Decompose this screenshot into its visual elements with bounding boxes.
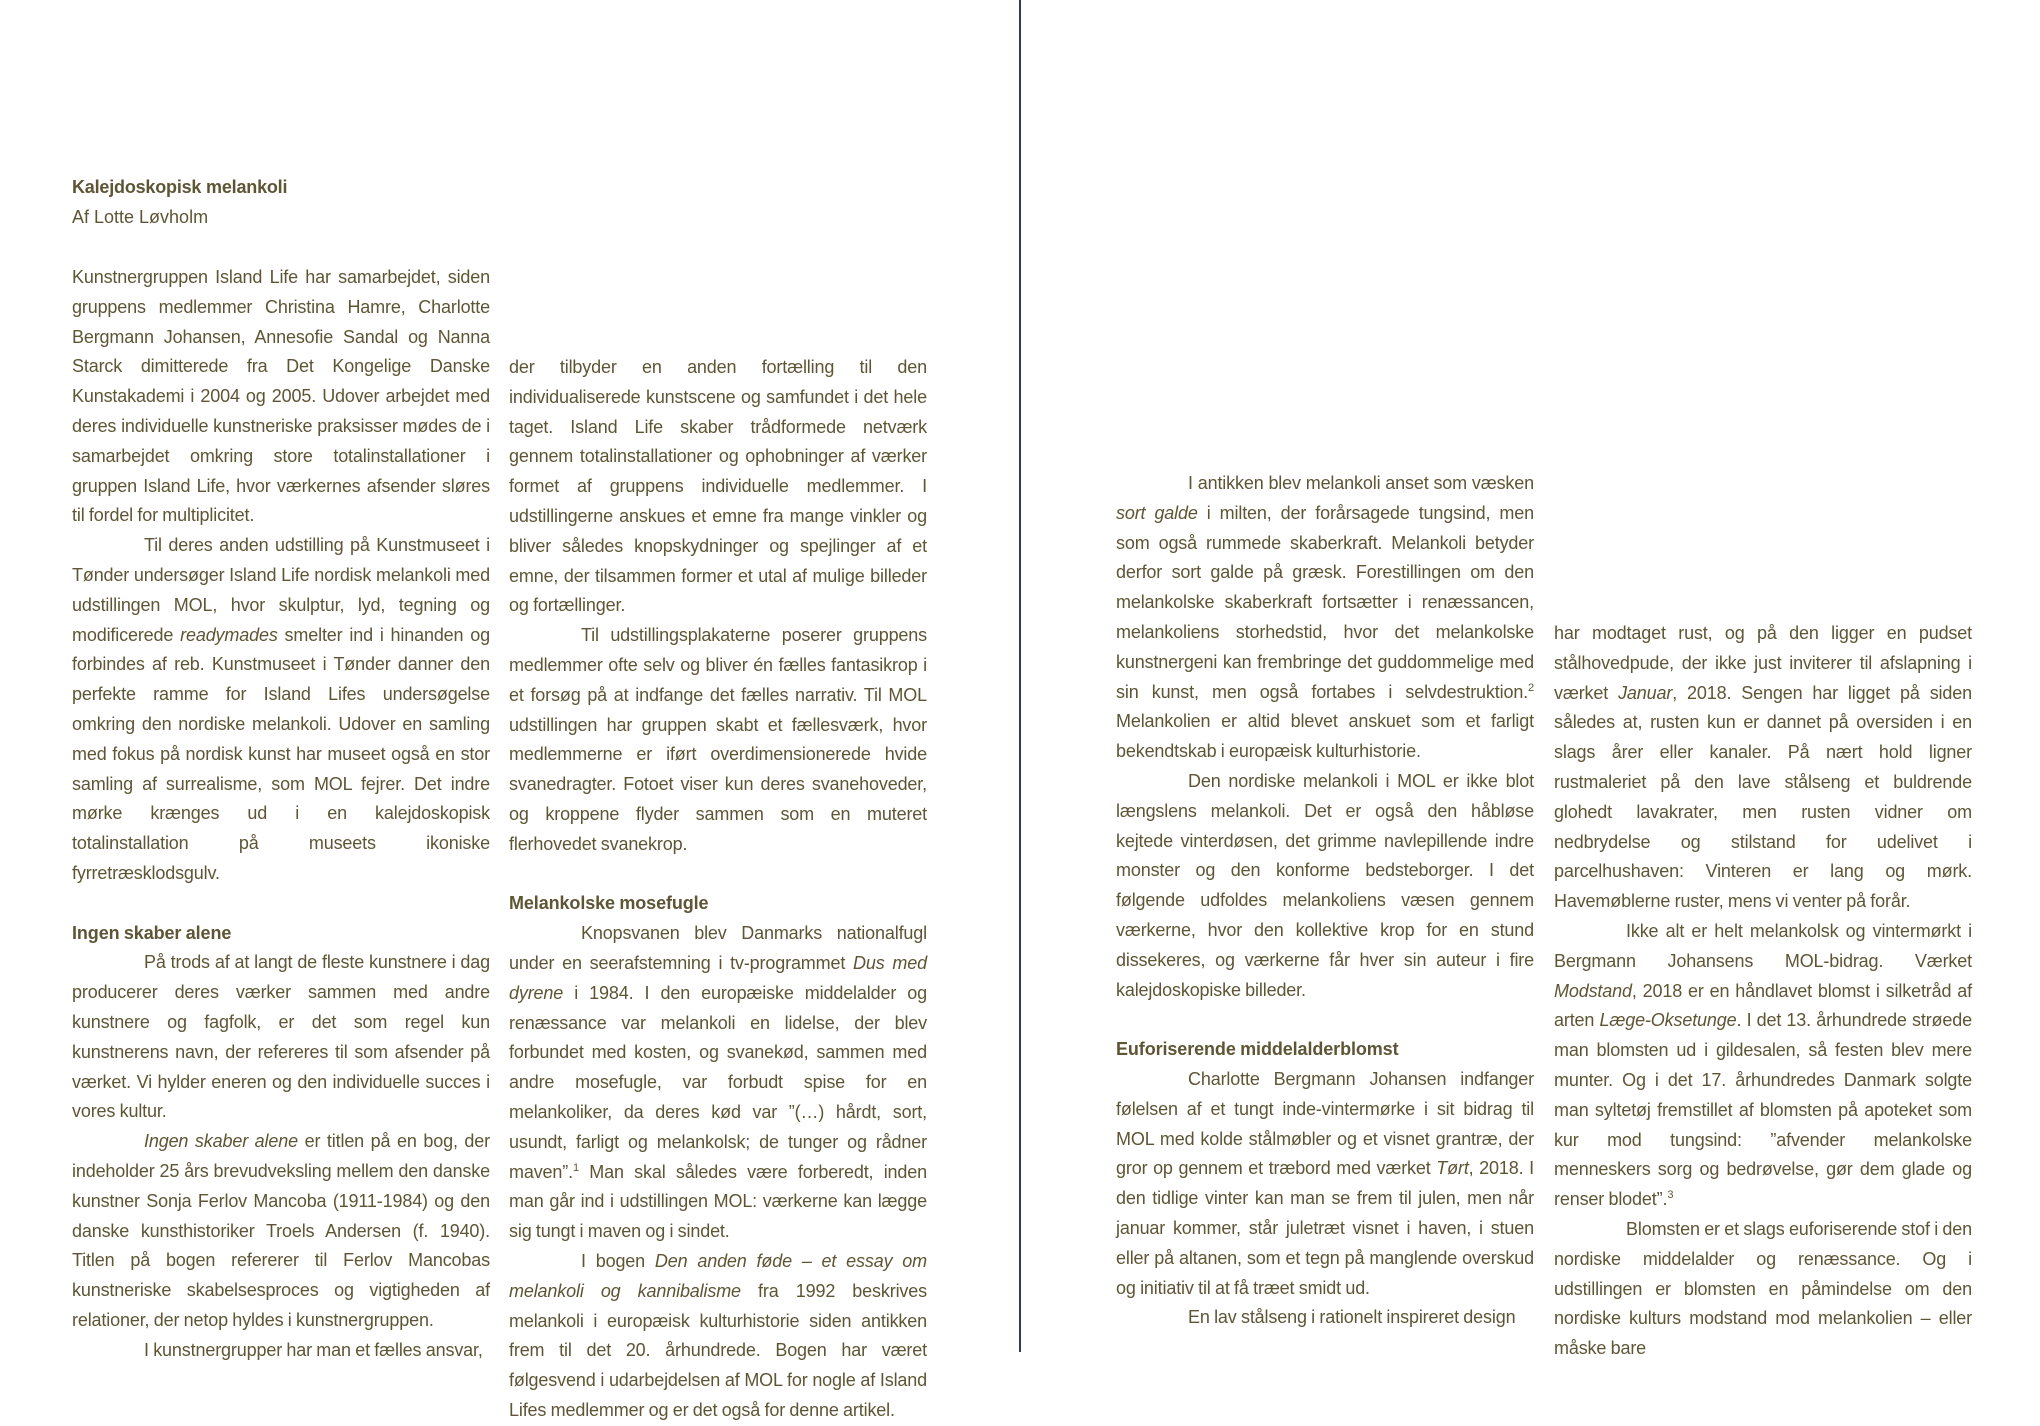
paragraph: Den nordiske melankoli i MOL er ikke blot længslens melankoli. Det er også den håbløse kejtede vinterdøsen, det grimme navlepillende indre monster og den konforme bedsteborger. I det følgende udfoldes melankoliens væsen gennem værkerne, hvor den kollektive krop for en stund dissekeres, og værkerne får hver sin auteur i fire kalejdoskopiske billeder. — [1116, 770, 1534, 1000]
text-run: i milten, der forårsagede tungsind, men som også rummede skaberkraft. Melankoli betyder derfor sort galde på græsk. Forestillingen om den melankolske skaberkraft fortsætter i renæssancen, melankoliens storhedstid, hvor det melankolske kunstnergeni kan frembringe det guddommelige med sin kunst, men også fortabes i selvdestruktion. — [1116, 502, 1534, 702]
spacer — [509, 860, 927, 890]
italic-text: Ingen skaber alene — [144, 1131, 298, 1152]
text-run: har modtaget rust, og på den ligger en pudset stålhovedpude, der ikke just inviterer til afslapning i værket — [1554, 623, 1972, 703]
paragraph — [1554, 619, 1972, 917]
text-run: I antikken blev melankoli anset som væsken — [1188, 473, 1534, 493]
paragraph — [1554, 917, 1972, 1215]
paragraph: Blomsten er et slags euforiserende stof i den nordiske middelalder og renæssance. Og i udstillingen er blomsten en påmindelse om den nordiske kulturs modstand mod melankolien – eller måske bare — [1554, 1218, 1972, 1359]
text-column-1 — [72, 263, 490, 1365]
article-byline: Af Lotte Løvholm — [72, 207, 209, 227]
paragraph: I kunstnergrupper har man et fælles ansvar, — [144, 1339, 483, 1360]
italic-text: Læge-Oksetunge — [1599, 1010, 1737, 1031]
text-column-3 — [1116, 469, 1534, 1333]
spacer — [72, 889, 490, 919]
text-run: Melankolien er altid blevet anskuet som et farligt bekendtskab i europæisk kulturhistorie. — [1116, 711, 1534, 762]
paragraph — [1116, 1065, 1534, 1303]
section-heading: Melankolske mosefugle — [509, 893, 709, 914]
italic-text: Den anden føde – et essay om melankoli og kannibalisme — [509, 1250, 927, 1301]
text-run: Ikke alt er helt melankolsk og vintermørkt i Bergmann Johansens MOL-bidrag. Værket — [1554, 920, 1972, 971]
text-run: I bogen — [581, 1250, 655, 1271]
italic-text: Dus med dyrene — [509, 952, 927, 1003]
section-heading: Euforiserende middelalderblomst — [1116, 1039, 1399, 1060]
paragraph — [72, 1127, 490, 1336]
text-run: i 1984. I den europæiske middelalder og renæssance var melankoli en lidelse, der blev forbundet med kosten, og svanekød, sammen med andre mosefugle, var forbudt spise for en melankoliker, da deres kød var ”(…) hårdt, sort, usundt, farligt og melankolsk; de tunger og rådner maven”. — [509, 982, 927, 1182]
text-run: Man skal således være forberedt, inden man går ind i udstillingen MOL: værkerne kan lægge sig tungt i maven og i sindet. — [509, 1161, 927, 1242]
text-run: fra 1992 beskrives melankoli i europæisk kulturhistorie siden antikken frem til det 20. århundrede. Bogen har været følgesvend i udarbejdelsen af MOL for nogle af Island Lifes medlemmer og er det også for denne artikel. — [509, 1280, 927, 1420]
text-run: , 2018. I den tidlige vinter kan man se frem til julen, men når januar kommer, står juletræt visnet i haven, i stuen eller på altanen, som et tegn på manglende overskud og initiativ til at få træet smidt ud. — [1116, 1158, 1534, 1298]
spacer — [1116, 1005, 1534, 1035]
text-column-2 — [509, 353, 927, 1426]
paragraph — [1116, 469, 1534, 767]
text-column-4 — [1554, 619, 1972, 1364]
paragraph — [509, 919, 927, 1247]
text-run: Til deres anden udstilling på Kunstmuseet i Tønder undersøger Island Life nordisk melankoli med udstillingen MOL, hvor skulptur, lyd, tegning og modificerede — [72, 535, 490, 645]
paragraph: En lav stålseng i rationelt inspireret design — [1188, 1307, 1516, 1328]
paragraph — [509, 1247, 927, 1426]
paragraph: der tilbyder en anden fortælling til den individualiserede kunstscene og samfundet i det hele taget. Island Life skaber trådformede netværk gennem totalinstallationer og ophobninger af værker formet af gruppens individuelle medlemmer. I udstillingerne anskues et emne fra mange vinkler og bliver således knopskydninger og spejlinger af et emne, der tilsammen former et utal af mulige billeder og fortællinger. — [509, 357, 927, 616]
footnote-marker: 3 — [1667, 1189, 1674, 1202]
text-run: . I det 13. århundrede strøede man blomsten ud i gildesalen, så festen blev mere munter. Og i det 17. århundredes Danmark solgte man syltetøj fremstillet af blomsten på apoteket som kur mod tungsind: ”afvender melankolske menneskers sorg og bedrøvelse, gør dem glade og renser blodet”. — [1554, 1010, 1972, 1210]
italic-text: Tørt — [1436, 1158, 1469, 1179]
italic-text: sort galde — [1116, 502, 1198, 523]
footnote-marker: 2 — [1528, 681, 1534, 694]
paragraph: På trods af at langt de fleste kunstnere i dag producerer deres værker sammen med andre kunstnere og fagfolk, er det som regel kun kunstnerens navn, der refereres til som afsender på værket. Vi hylder eneren og den individuelle succes i vores kultur. — [72, 952, 490, 1122]
article-heading — [72, 172, 472, 232]
text-run: , 2018 er en håndlavet blomst i silketråd af arten — [1554, 980, 1972, 1031]
text-run: Knopsvanen blev Danmarks nationalfugl under en seerafstemning i tv-programmet — [509, 923, 927, 973]
italic-text: Januar — [1618, 682, 1673, 703]
article-title: Kalejdoskopisk melankoli — [72, 177, 288, 197]
italic-text: readymades — [180, 624, 278, 645]
italic-text: Modstand — [1554, 980, 1632, 1001]
paragraph — [72, 531, 490, 889]
paragraph: Til udstillingsplakaterne poserer gruppens medlemmer ofte selv og bliver én fælles fantasikrop i et forsøg på at indfange det fælles narrativ. Til MOL udstillingen har gruppen skabt et fællesværk, hvor medlemmerne er iført overdimensionerede hvide svanedragter. Fotoet viser kun deres svanehoveder, og kroppene flyder sammen som en muteret flerhovedet svanekrop. — [509, 625, 927, 854]
footnote-marker: 1 — [572, 1161, 579, 1174]
paragraph: Kunstnergruppen Island Life har samarbejdet, siden gruppens medlemmer Christina Hamre, Charlotte Bergmann Johansen, Annesofie Sandal og Nanna Starck dimitterede fra Det Kongelige Danske Kunstakademi i 2004 og 2005. Udover arbejdet med deres individuelle kunstneriske praksisser mødes de i samarbejdet omkring store totalinstallationer i gruppen Island Life, hvor værkernes afsender sløres til fordel for multiplicitet. — [72, 267, 490, 526]
text-run: Charlotte Bergmann Johansen indfanger følelsen af et tungt inde-vintermørke i sit bidrag til MOL med kolde stålmøbler og et visnet grantræ, der gror op gennem et træbord med værket — [1116, 1068, 1534, 1179]
text-run: smelter ind i hinanden og forbindes af reb. Kunstmuseet i Tønder danner den perfekte ramme for Island Lifes undersøgelse omkring den nordiske melankoli. Udover en samling med fokus på nordisk kunst har museet også en stor samling af surrealisme, som MOL fejrer. Det indre mørke krænges ud i en kalejdoskopisk totalinstallation på museets ikoniske fyrretræsklodsgulv. — [72, 624, 490, 883]
section-heading: Ingen skaber alene — [72, 922, 232, 943]
text-run: er titlen på en bog, der indeholder 25 års brevudveksling mellem den danske kunstner Sonja Ferlov Mancoba (1911-1984) og den danske kunsthistoriker Troels Andersen (f. 1940). Titlen på bogen refererer til Ferlov Mancobas kunstneriske skabelsesproces og vigtigheden af relationer, der netop hyldes i kunstnergruppen. — [72, 1131, 490, 1330]
text-run: , 2018. Sengen har ligget på siden således at, rusten kun er dannet på oversiden i en slags årer eller kanaler. På nært hold ligner rustmaleriet på den lave stålseng et buldrende glohedt lavakrater, men rusten vidner om nedbrydelse og stilstand for udelivet i parcelhushaven: Vinteren er lang og mørk. Havemøblerne ruster, mens vi venter på forår. — [1554, 682, 1972, 912]
page-gutter-divider — [1019, 0, 1021, 1352]
